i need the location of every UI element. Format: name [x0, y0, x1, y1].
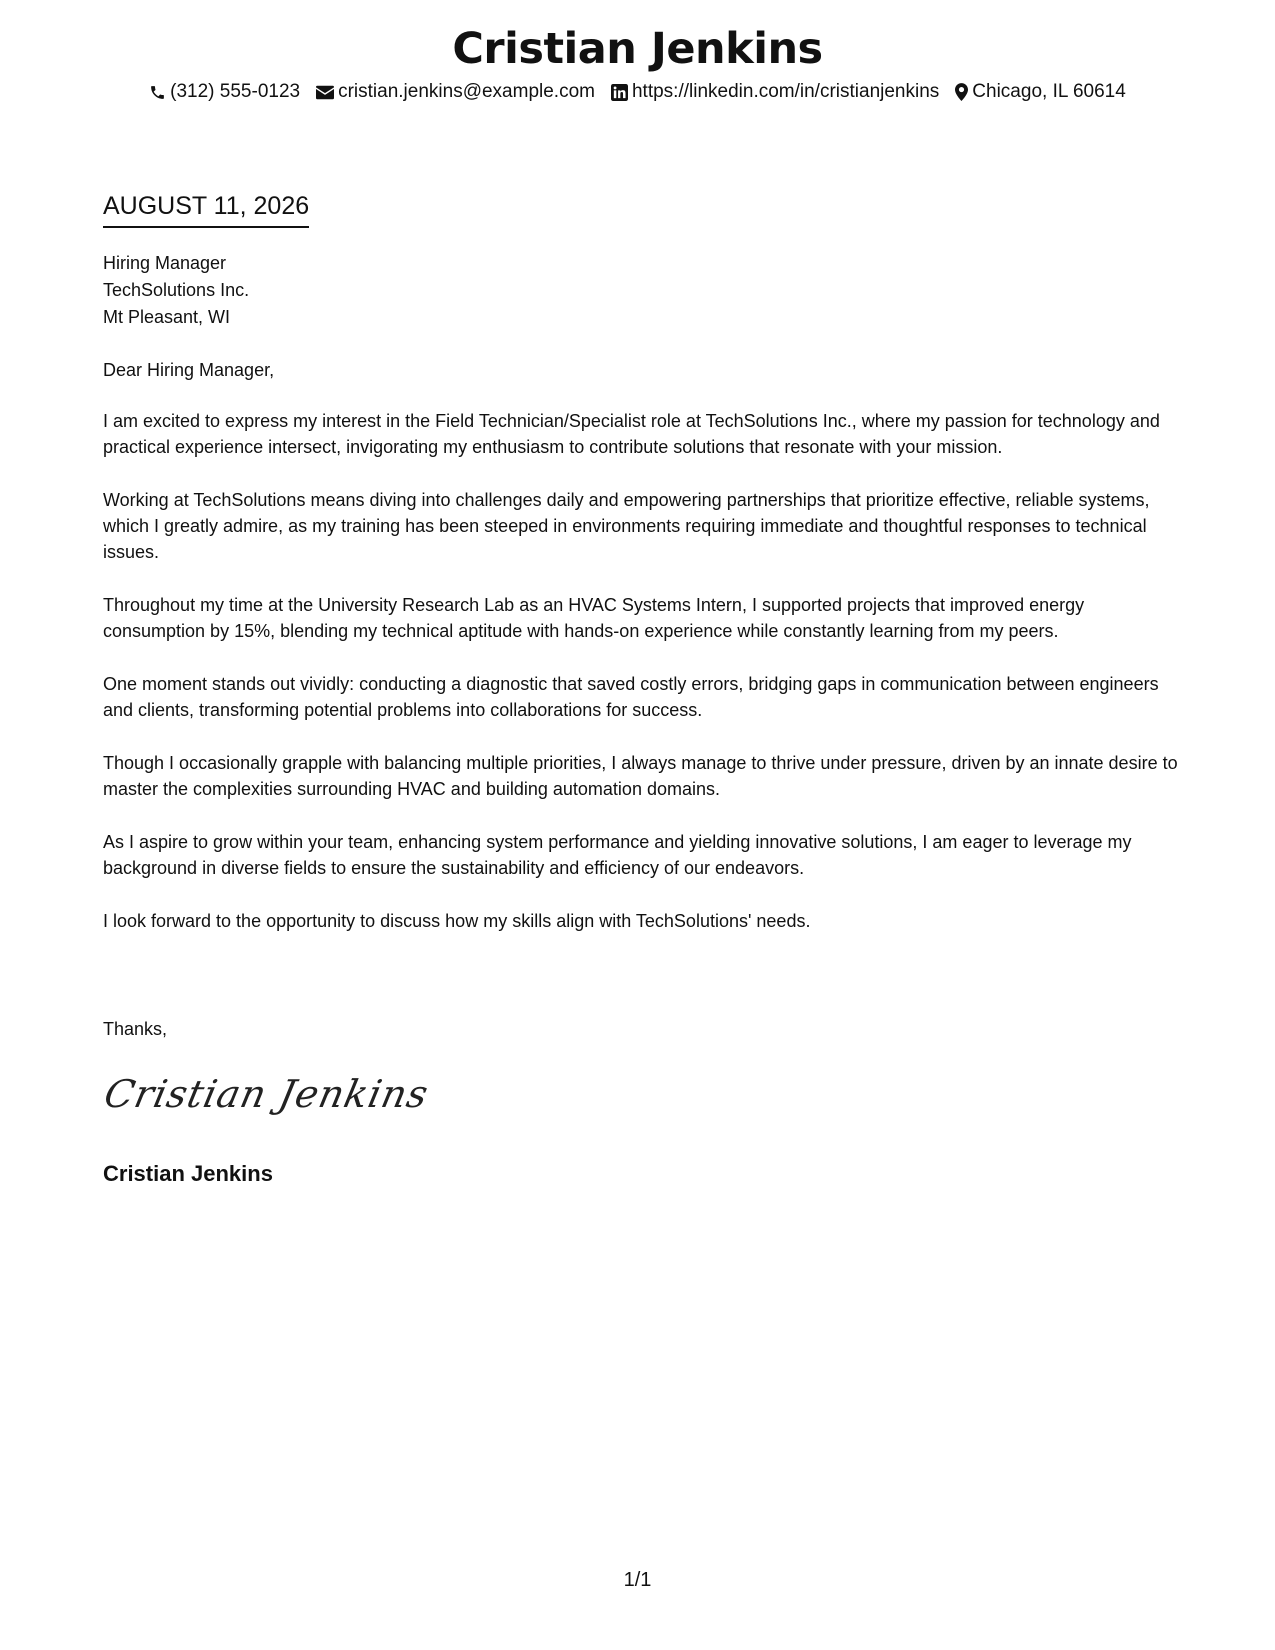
- signer-name: Cristian Jenkins: [103, 1161, 273, 1186]
- salutation: Dear Hiring Manager,: [103, 360, 275, 380]
- closing: Thanks,: [103, 1019, 168, 1039]
- phone-icon: [149, 84, 170, 101]
- recipient-city: Mt Pleasant, WI: [103, 307, 231, 327]
- contact-email[interactable]: [316, 80, 595, 104]
- recipient-company: TechSolutions Inc.: [103, 280, 250, 300]
- body-paragraph: Throughout my time at the University Research Lab as an HVAC Systems Intern, I supported projects that improved energy consumption by 15%, blending my technical aptitude with hands-on experience while constantly learning from my peers.: [103, 595, 1085, 641]
- email-address: cristian.jenkins@example.com: [338, 81, 595, 102]
- letter-date: AUGUST 11, 2026: [103, 190, 309, 228]
- applicant-name: Cristian Jenkins: [452, 24, 823, 74]
- contact-bar: [0, 80, 1275, 104]
- linkedin-icon: [611, 84, 632, 101]
- location-text: Chicago, IL 60614: [972, 81, 1126, 102]
- recipient-block: [103, 250, 249, 331]
- map-pin-icon: [955, 83, 972, 101]
- body-paragraph: I am excited to express my interest in the Field Technician/Specialist role at TechSolutions Inc., where my passion for technology and practical experience intersect, invigorating my enthusiasm to contribute solutions that resonate with your mission.: [103, 411, 1160, 457]
- phone-number: (312) 555-0123: [170, 81, 301, 102]
- body-paragraph: One moment stands out vividly: conducting a diagnostic that saved costly errors, bridging gaps in communication between engineers and clients, transforming potential problems into collaborations for success.: [103, 674, 1159, 720]
- linkedin-url: https://linkedin.com/in/cristianjenkins: [631, 81, 940, 102]
- body-paragraph: I look forward to the opportunity to discuss how my skills align with TechSolutions' needs.: [103, 911, 811, 931]
- handwritten-signature: Cristian Jenkins: [100, 1072, 433, 1116]
- envelope-icon: [316, 85, 338, 100]
- letter-body: [103, 357, 1183, 961]
- contact-phone[interactable]: [149, 80, 300, 104]
- body-paragraph: As I aspire to grow within your team, enhancing system performance and yielding innovative solutions, I am eager to leverage my background in diverse fields to ensure the sustainability and efficiency of our endeavors.: [103, 832, 1132, 878]
- page-number: 1/1: [623, 1569, 652, 1591]
- recipient-title: Hiring Manager: [103, 253, 227, 273]
- contact-linkedin[interactable]: [611, 80, 939, 104]
- contact-location: [955, 80, 1126, 104]
- body-paragraph: Working at TechSolutions means diving into challenges daily and empowering partnerships that prioritize effective, reliable systems, which I greatly admire, as my training has been steeped in environments requiring immediate and thoughtful responses to technical issues.: [103, 490, 1150, 562]
- body-paragraph: Though I occasionally grapple with balancing multiple priorities, I always manage to thrive under pressure, driven by an innate desire to master the complexities surrounding HVAC and building automation domains.: [103, 753, 1178, 799]
